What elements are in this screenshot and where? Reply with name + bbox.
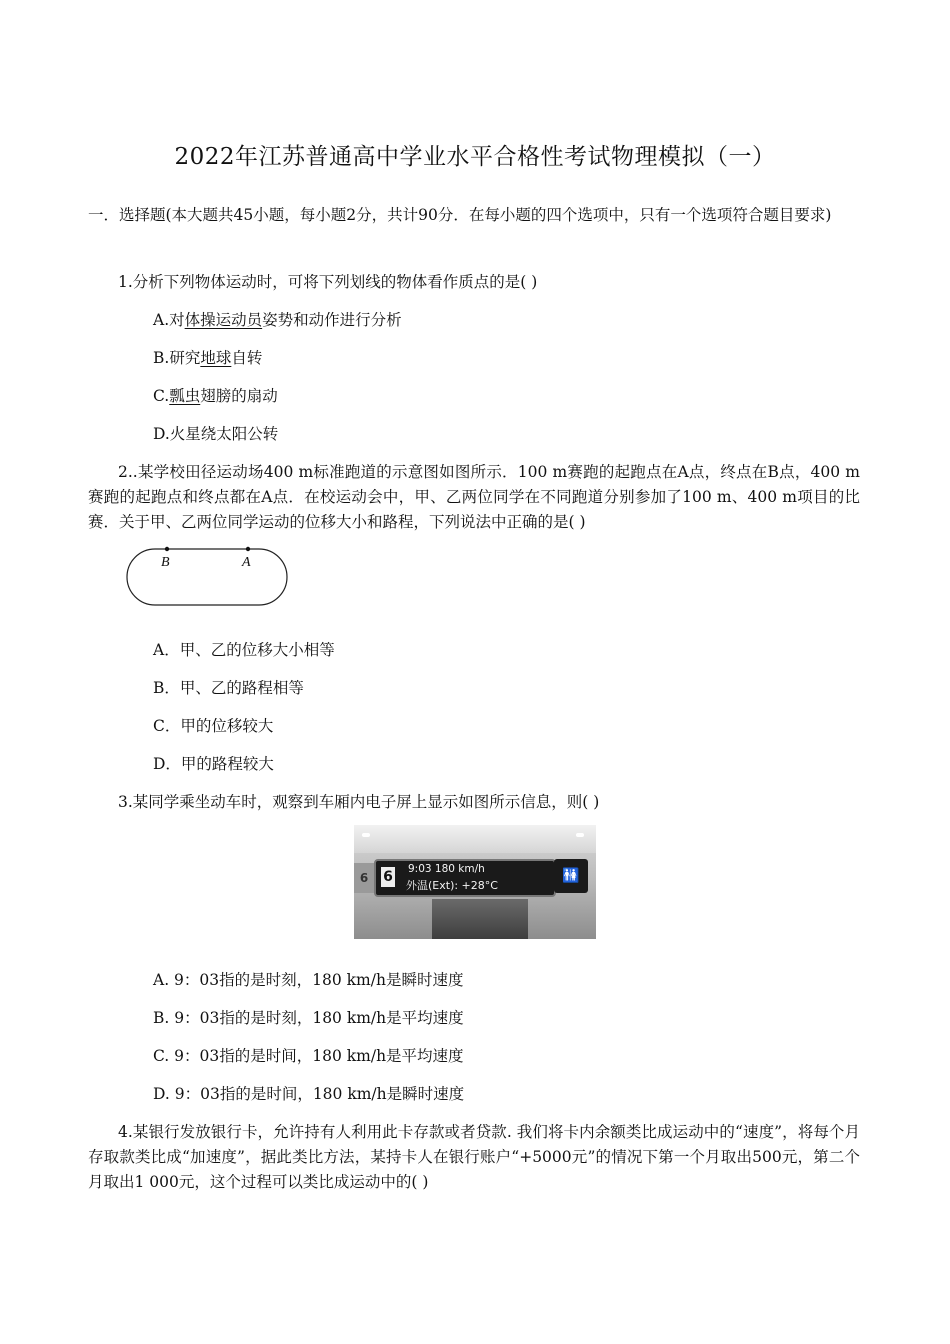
q3-option-c[interactable]: C. 9：03指的是时间，180 km/h是平均速度 [153, 1047, 464, 1065]
point-a-label: A [242, 555, 251, 570]
q1-option-c-underlined: 瓢虫 [169, 387, 201, 405]
car-number: 6 [354, 863, 374, 893]
led-display [374, 859, 556, 897]
restroom-icon: 🚻 [554, 859, 588, 893]
q4-stem: 4.某银行发放银行卡，允许持有人利用此卡存款或者贷款. 我们将卡内余额类比成运动中的“速度”，将每个月存取款类比成“加速度”，据此类比方法，某持卡人在银行账户“+5000元”的情况下第一个月取出500元，第二个月取出1 000元，这个过程可以类比成运动中的( ) [88, 1123, 860, 1191]
track-outline [127, 549, 287, 605]
q1-option-a-prefix: A.对 [153, 311, 185, 329]
q1-option-a-suffix: 姿势和动作进行分析 [262, 311, 402, 329]
point-b-dot [165, 547, 169, 551]
q3-option-d[interactable]: D. 9：03指的是时间，180 km/h是瞬时速度 [153, 1085, 465, 1103]
q2-option-c[interactable]: C．甲的位移较大 [153, 717, 274, 735]
ceiling [354, 825, 596, 853]
train-display-photo [354, 825, 596, 939]
q1-option-a[interactable] [153, 308, 402, 330]
q1-option-b-suffix: 自转 [231, 349, 263, 367]
q2-stem: 2..某学校田径运动场400 m标准跑道的示意图如图所示．100 m赛跑的起跑点在A点，终点在B点，400 m赛跑的起跑点和终点都在A点．在校运动会中，甲、乙两位同学在不同跑道分别参加了100 m、400 m项目的比赛．关于甲、乙两位同学运动的位移大小和路程，下列说法中正确的是( ) [88, 463, 860, 531]
q1-option-b[interactable] [153, 346, 262, 368]
point-b-label: B [161, 555, 170, 570]
q2-option-a[interactable]: A．甲、乙的位移大小相等 [153, 641, 335, 659]
q1-option-d[interactable]: D.火星绕太阳公转 [153, 425, 279, 443]
q3-option-b[interactable]: B. 9：03指的是时刻，180 km/h是平均速度 [153, 1009, 464, 1027]
page-title: 2022年江苏普通高中学业水平合格性考试物理模拟（一） [174, 144, 776, 170]
q2-option-d[interactable]: D．甲的路程较大 [153, 755, 274, 773]
display-time-speed: 9:03 180 km/h [408, 863, 485, 875]
point-a-dot [246, 547, 250, 551]
section-heading: 一．选择题(本大题共45小题，每小题2分，共计90分．在每小题的四个选项中，只有一个选项符合题目要求) [88, 206, 832, 224]
q3-stem: 3.某同学乘坐动车时，观察到车厢内电子屏上显示如图所示信息，则( ) [118, 793, 600, 811]
q3-option-a[interactable]: A. 9：03指的是时刻，180 km/h是瞬时速度 [153, 971, 464, 989]
q1-option-c-suffix: 翅膀的扇动 [200, 387, 278, 405]
display-temperature: 外温(Ext): +28°C [406, 879, 498, 892]
q1-option-c[interactable] [153, 384, 278, 406]
q1-option-b-prefix: B.研究 [153, 349, 201, 367]
q1-option-c-prefix: C. [153, 387, 170, 405]
q2-option-b[interactable]: B．甲、乙的路程相等 [153, 679, 304, 697]
corridor-door [432, 899, 528, 939]
q1-option-b-underlined: 地球 [200, 349, 232, 367]
q1-option-a-underlined: 体操运动员 [184, 311, 263, 329]
q1-stem: 1.分析下列物体运动时，可将下列划线的物体看作质点的是( ) [118, 273, 538, 291]
display-car-number: 6 [381, 867, 395, 887]
track-diagram [124, 545, 290, 609]
